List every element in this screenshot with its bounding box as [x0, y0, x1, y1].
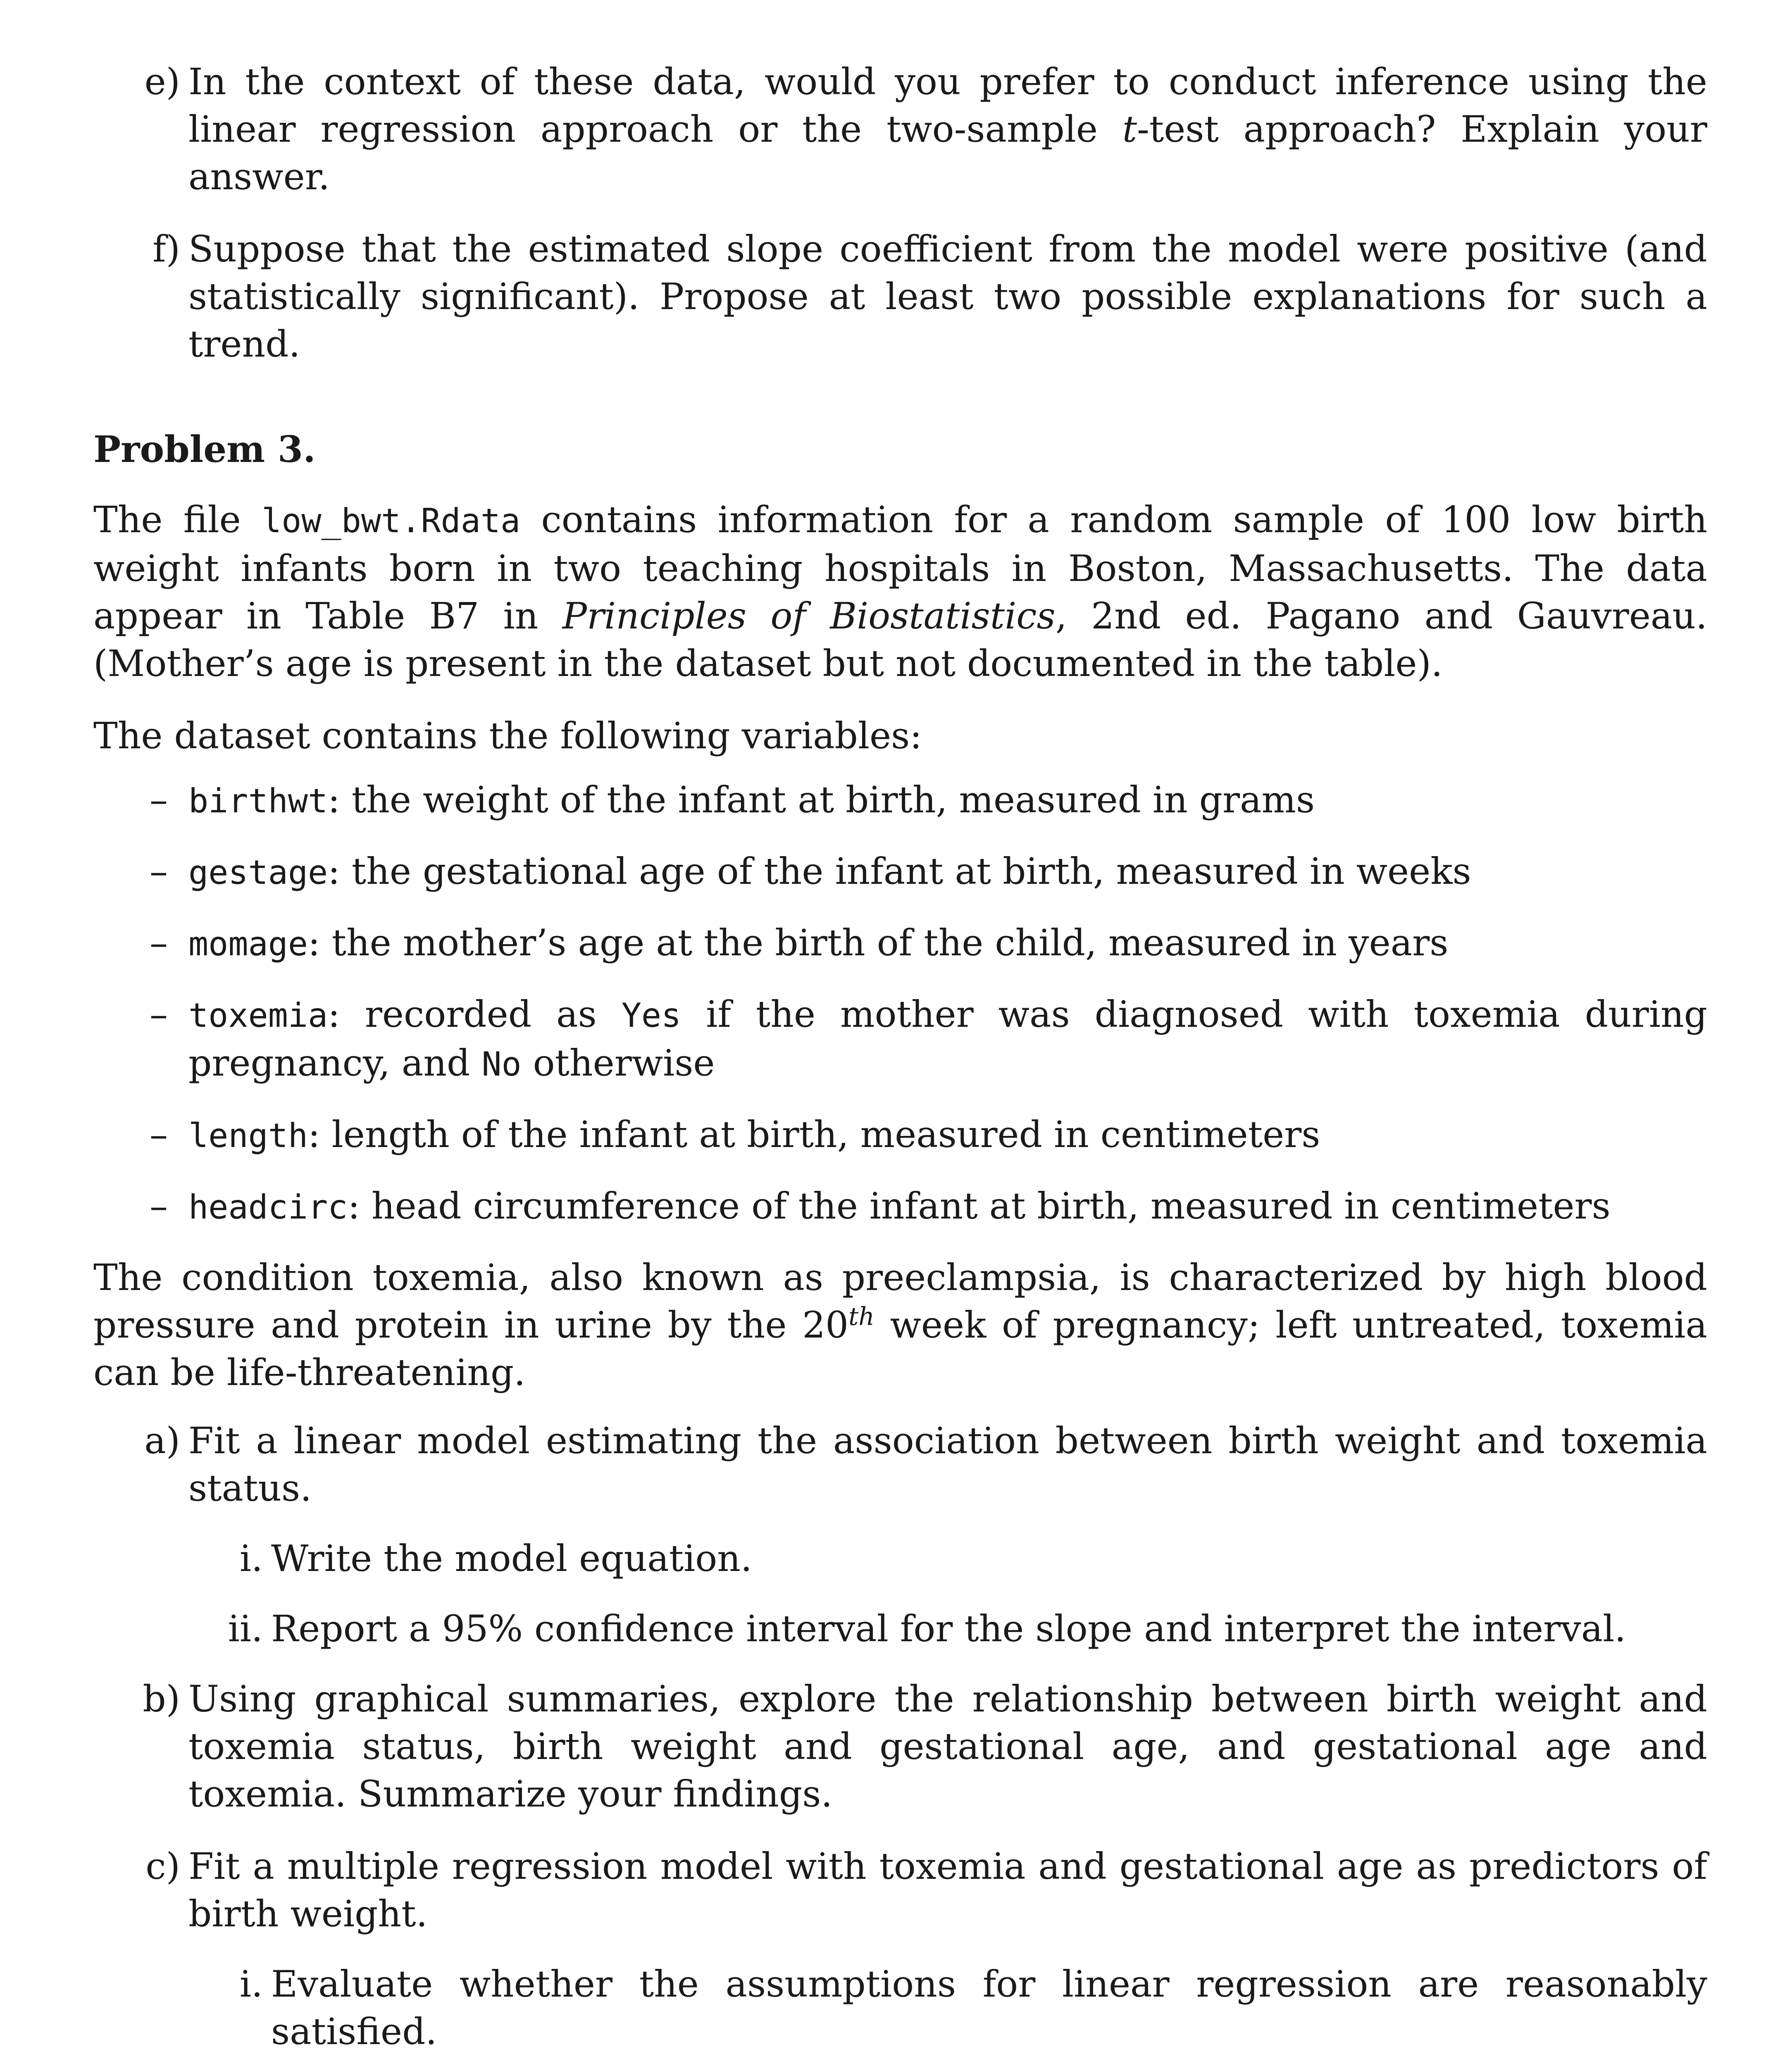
subquestion-text: Report a 95% confidence interval for the slope and interpret the interval. [271, 1607, 1626, 1650]
question-text: In the context of these data, would you prefer to conduct inference using the linear regression approach or the two-sample [188, 60, 1707, 150]
question-label: f) [153, 228, 180, 270]
subquestion [228, 1605, 1707, 1652]
bullet-dash: – [150, 1113, 168, 1156]
subquestion [239, 1535, 1707, 1582]
question-text: Fit a multiple regression model with toxemia and gestational age as predictors of birth weight. [188, 1845, 1707, 1935]
variable-desc: : length of the infant at birth, measured in centimeters [307, 1113, 1320, 1156]
question-label: b) [143, 1678, 180, 1720]
variable-name: toxemia [188, 996, 328, 1035]
variable-desc: if the mother was diagnosed with toxemia during pregnancy, and [188, 993, 1707, 1084]
question-c [145, 1842, 1707, 1937]
subquestion-label: ii. [228, 1607, 263, 1650]
question-label: e) [144, 60, 180, 103]
question-text: Using graphical summaries, explore the relationship between birth weight and toxemia status, birth weight and gestational age, and gestational age and toxemia. Summarize your findings. [188, 1678, 1707, 1815]
question-text: Suppose that the estimated slope coefficient from the model were positive (and statistically significant). Propose at least two possible explanations for such a trend. [188, 228, 1707, 365]
variable-item [150, 1111, 1707, 1159]
subquestion-label: i. [239, 1963, 263, 2005]
subquestion-text: Evaluate whether the assumptions for linear regression are reasonably satisfied. [271, 1963, 1707, 2053]
document-page [93, 58, 1707, 2066]
variable-desc: : the weight of the infant at birth, measured in grams [328, 778, 1315, 821]
subquestion [239, 1960, 1707, 2055]
value-yes: Yes [621, 996, 682, 1035]
variable-item [150, 919, 1707, 968]
intro-text: The file [93, 498, 262, 541]
question-label: a) [144, 1419, 180, 1462]
variable-desc: : head circumference of the infant at birth, measured in centimeters [348, 1185, 1611, 1227]
question-text: -test approach? Explain your answer. [188, 108, 1707, 198]
variables-intro: The dataset contains the following variables: [93, 714, 922, 757]
value-no: No [481, 1045, 522, 1083]
problem-title: Problem 3. [93, 428, 316, 471]
book-title: Principles of Biostatistics [562, 595, 1056, 637]
variable-item [150, 990, 1707, 1088]
variable-name: birthwt [188, 782, 328, 820]
condition-text: week of pregnancy; left untreated, toxemia can be life-threatening. [93, 1304, 1708, 1394]
subquestion-label: i. [239, 1537, 263, 1580]
variable-name: headcirc [188, 1188, 348, 1226]
file-name: low_bwt.Rdata [262, 502, 521, 540]
bullet-dash: – [150, 993, 168, 1035]
variable-desc: : the mother’s age at the birth of the child, measured in years [307, 921, 1449, 964]
question-f [153, 225, 1707, 368]
question-e [144, 58, 1707, 200]
variable-desc: : recorded as [328, 993, 622, 1035]
question-a [144, 1417, 1707, 1512]
subquestion-text: Write the model equation. [271, 1537, 752, 1580]
bullet-dash: – [150, 1185, 168, 1227]
bullet-dash: – [150, 778, 168, 821]
condition-paragraph [93, 1254, 1707, 1396]
question-text: Fit a linear model estimating the association between birth weight and toxemia status. [188, 1419, 1707, 1509]
superscript: th [848, 1302, 875, 1331]
intro-text: , 2nd ed. Pagano and Gauvreau. (Mother’s age is present in the dataset but not documented in the table). [93, 595, 1708, 685]
variable-item [150, 776, 1707, 825]
variable-item [150, 1182, 1707, 1231]
variable-desc: otherwise [521, 1042, 715, 1084]
variable-desc: : the gestational age of the infant at birth, measured in weeks [328, 850, 1471, 893]
question-label: c) [145, 1845, 180, 1887]
bullet-dash: – [150, 850, 168, 893]
intro-paragraph [93, 496, 1707, 687]
question-b [143, 1675, 1707, 1818]
variable-item [150, 847, 1707, 896]
condition-text: The condition toxemia, also known as preeclampsia, is characterized by high blood pressure and protein in urine by the 20 [93, 1256, 1707, 1346]
variable-name: gestage [188, 853, 328, 892]
variable-name: momage [188, 925, 308, 963]
t-symbol: t [1122, 108, 1137, 150]
variable-name: length [188, 1116, 308, 1155]
bullet-dash: – [150, 921, 168, 964]
intro-text: contains information for a random sample of 100 low birth weight infants born in two teaching hospitals in Boston, Massachusetts. The data appear in Table B7 in [93, 498, 1708, 637]
